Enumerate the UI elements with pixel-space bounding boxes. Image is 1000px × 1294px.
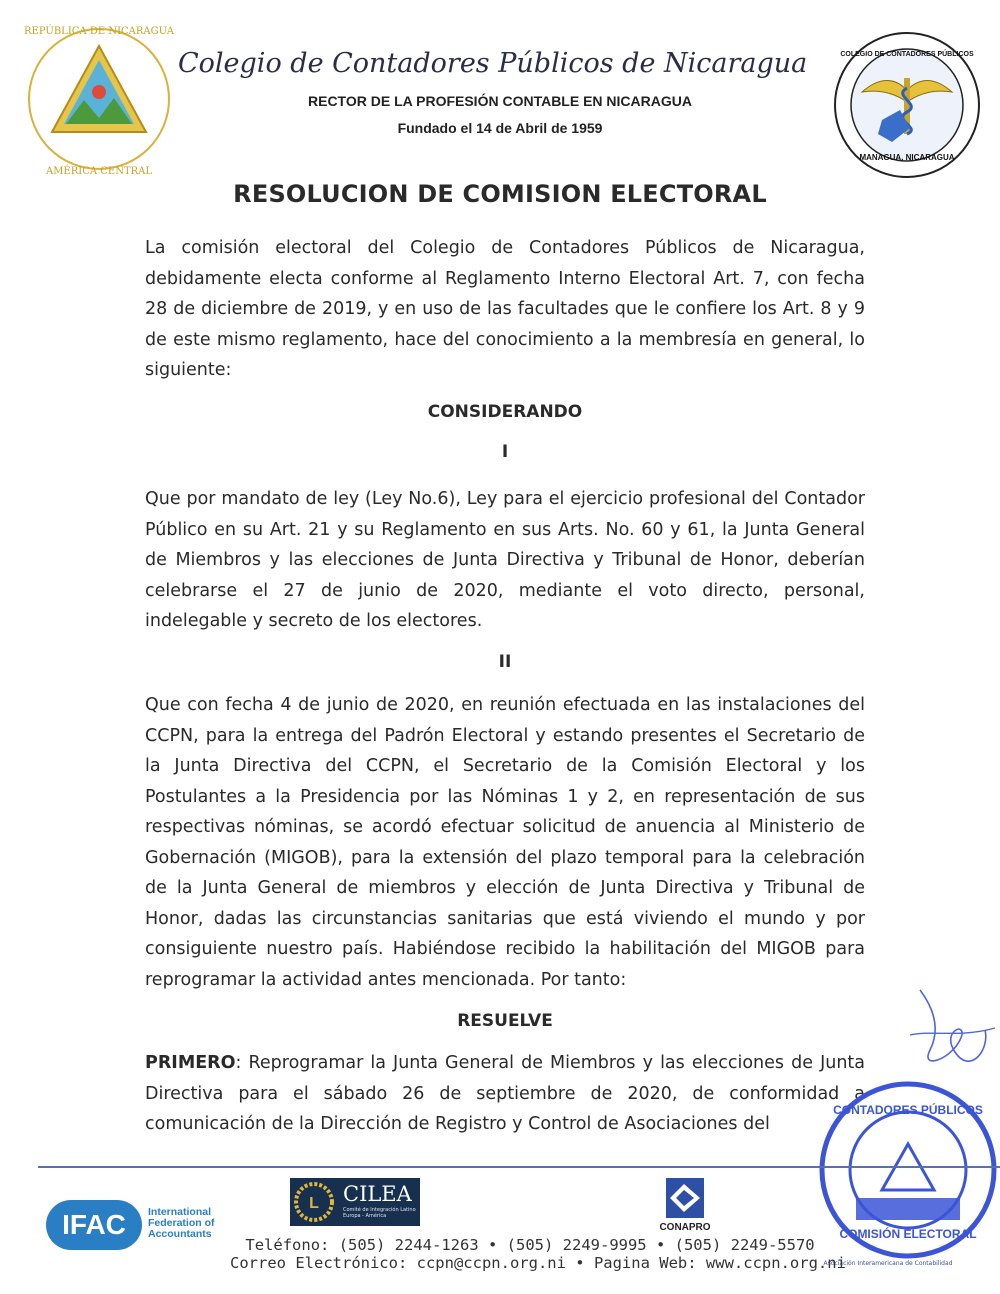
svg-text:CONTADORES PÚBLICOS: CONTADORES PÚBLICOS xyxy=(833,1103,983,1117)
svg-text:REPÚBLICA DE NICARAGUA: REPÚBLICA DE NICARAGUA xyxy=(24,26,174,37)
svg-text:MANAGUA, NICARAGUA: MANAGUA, NICARAGUA xyxy=(859,153,955,162)
primero-paragraph xyxy=(145,1048,865,1140)
organization-subtitle: RECTOR DE LA PROFESIÓN CONTABLE EN NICARAGUA xyxy=(308,93,692,109)
section-2-numeral: II xyxy=(498,652,512,672)
conapro-logo xyxy=(662,1172,708,1220)
ifac-name: International Federation of Accountants xyxy=(148,1206,215,1240)
conapro-name: CONAPRO xyxy=(659,1222,711,1233)
cilea-subtitle: Comité de Integración Latino Europa - América xyxy=(343,1207,416,1219)
contact-email-web: Correo Electrónico: ccpn@ccpn.org.ni • Pagina Web: www.ccpn.org.ni xyxy=(230,1254,846,1272)
svg-text:L: L xyxy=(309,1195,319,1212)
aic-name: Asociación Interamericana de Contabilidad xyxy=(823,1260,953,1267)
svg-text:COMISIÓN ELECTORAL: COMISIÓN ELECTORAL xyxy=(839,1227,977,1241)
document-title: RESOLUCION DE COMISION ELECTORAL xyxy=(233,180,767,208)
ifac-logo: IFAC xyxy=(46,1200,142,1250)
primero-label: PRIMERO xyxy=(145,1053,236,1073)
considerando-heading: CONSIDERANDO xyxy=(427,402,583,422)
phone-numbers: Teléfono: (505) 2244-1263 • (505) 2249-9995 • (505) 2249-5570 xyxy=(245,1236,815,1254)
founded-date: Fundado el 14 de Abril de 1959 xyxy=(397,120,603,136)
primero-text: : Reprogramar la Junta General de Miembros y las elecciones de Junta Directiva para el sábado 26 de septiembre de 2020, de conformidad a comunicación de la Dirección de Registro y Control de Asociaciones del xyxy=(145,1053,865,1134)
svg-text:COLEGIO DE CONTADORES PÚBLICOS: COLEGIO DE CONTADORES PÚBLICOS xyxy=(840,51,974,58)
nicaragua-coat-of-arms-seal xyxy=(24,14,174,184)
ccpn-seal xyxy=(832,30,982,180)
svg-text:AMÉRICA CENTRAL: AMÉRICA CENTRAL xyxy=(45,166,153,177)
section-2-paragraph: Que con fecha 4 de junio de 2020, en reunión efectuada en las instalaciones del CCPN, para la entrega del Padrón Electoral y estando presentes el Secretario de la Junta Directiva del CCPN, el Secretario de la Comisión Electoral y los Postulantes a la Presidencia por las Nóminas 1 y 2, en representación de sus respectivas nóminas, se acordó efectuar solicitud de anuencia al Ministerio de Gobernación (MIGOB), para la extensión del plazo temporal para la celebración de la Junta General de miembros y elección de Junta Directiva y Tribunal de Honor, dadas las circunstancias sanitarias que está viviendo el mundo y por consiguiente nuestro país. Habiéndose recibido la habilitación del MIGOB para reprogramar la actividad antes mencionada. Por tanto: xyxy=(145,695,865,990)
section-1-paragraph: Que por mandato de ley (Ley No.6), Ley para el ejercicio profesional del Contador Público en su Art. 21 y su Reglamento en sus Arts. No. 60 y 61, la Junta General de Miembros y las elecciones de Junta Directiva y Tribunal de Honor, deberían celebrarse el 27 de junio de 2020, mediante el voto directo, personal, indelegable y secreto de los electores. xyxy=(145,489,865,631)
section-1-numeral: I xyxy=(501,442,509,462)
cilea-name: CILEA xyxy=(343,1182,412,1206)
resuelve-heading: RESUELVE xyxy=(457,1011,553,1031)
electoral-commission-stamp xyxy=(816,1078,1000,1262)
intro-paragraph: La comisión electoral del Colegio de Contadores Públicos de Nicaragua, debidamente electa conforme al Reglamento Interno Electoral Art. 7, con fecha 28 de diciembre de 2019, y en uso de las facultades que le confiere los Art. 8 y 9 de este mismo reglamento, hace del conocimiento a la membresía en general, lo siguiente: xyxy=(145,238,865,380)
organization-title: Colegio de Contadores Públicos de Nicaragua xyxy=(178,48,808,79)
footer-divider xyxy=(38,1166,1000,1168)
